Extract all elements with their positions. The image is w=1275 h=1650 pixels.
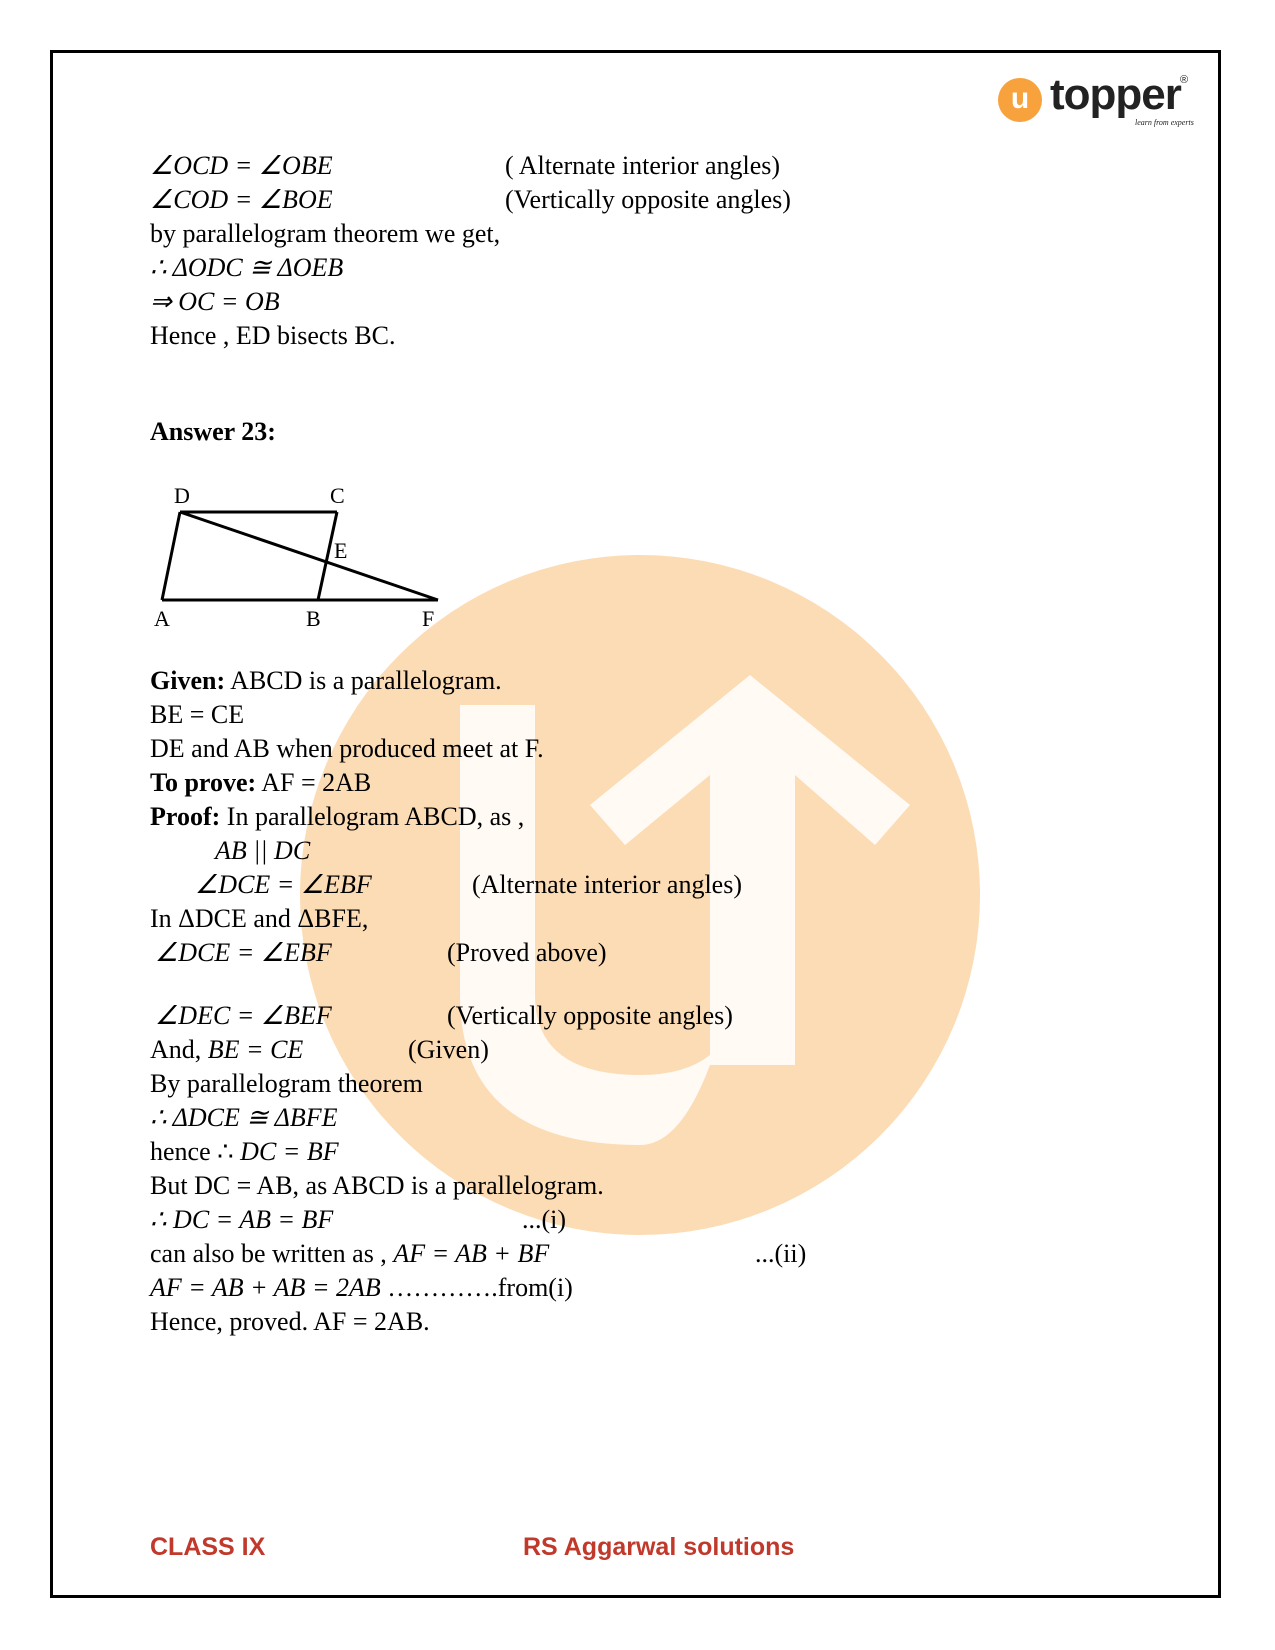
footer-class: CLASS IX	[150, 1533, 266, 1561]
label-d: D	[174, 485, 190, 508]
proof-written-as: can also be written as ,	[150, 1239, 394, 1268]
equation: ∠COD = ∠BOE	[150, 185, 333, 214]
reason-vertical: (Vertically opposite angles)	[505, 185, 791, 214]
logo-registered: ®	[1180, 74, 1189, 86]
proof-congruence: ∴ ΔDCE ≅ ΔBFE	[150, 1103, 338, 1132]
proof-conclusion: Hence, proved. AF = 2AB.	[150, 1307, 430, 1336]
proof-ref-ii: ...(ii)	[755, 1239, 807, 1268]
proof-reason-alternate: (Alternate interior angles)	[472, 870, 742, 899]
proof-dc-bf-eq: DC = BF	[240, 1137, 339, 1166]
proof-theorem: By parallelogram theorem	[150, 1069, 423, 1098]
given-line	[150, 665, 502, 697]
proof-reason-given: (Given)	[408, 1035, 489, 1064]
proof-dce-ebf: ∠DCE = ∠EBF	[195, 870, 372, 899]
footer-title: RS Aggarwal solutions	[523, 1533, 795, 1561]
proof-ab-dc: AB || DC	[215, 836, 311, 865]
reason-alternate: ( Alternate interior angles)	[505, 151, 781, 180]
statement-cod-boe	[150, 184, 333, 216]
logo-u-icon: u	[998, 78, 1042, 122]
statement-conclusion: Hence , ED bisects BC.	[150, 321, 396, 350]
given-text: ABCD is a parallelogram.	[225, 666, 502, 695]
proof-af-ab-bf	[150, 1238, 549, 1270]
label-a: A	[154, 606, 170, 630]
proof-af-2ab	[150, 1272, 573, 1304]
parallelogram-diagram	[150, 485, 450, 630]
proof-be-ce	[150, 1034, 303, 1066]
statement-congruence: ∴ ΔODC ≅ ΔOEB	[150, 253, 344, 282]
given-label: Given:	[150, 666, 226, 695]
proof-dce-ebf-2: ∠DCE = ∠EBF	[155, 938, 332, 967]
to-prove-text: AF = 2AB	[256, 768, 372, 797]
proof-reason-vertical: (Vertically opposite angles)	[447, 1001, 733, 1030]
to-prove-label: To prove:	[150, 768, 257, 797]
answer-heading: Answer 23:	[150, 417, 276, 446]
given-de-ab: DE and AB when produced meet at F.	[150, 734, 544, 763]
proof-and: And,	[150, 1035, 208, 1064]
logo-name: topper	[1050, 70, 1181, 119]
proof-dc-bf	[150, 1136, 339, 1168]
label-e: E	[334, 538, 348, 563]
statement-oc-ob: ⇒ OC = OB	[150, 287, 280, 316]
proof-from-i: ………….from(i)	[380, 1273, 573, 1302]
proof-triangles: In ΔDCE and ΔBFE,	[150, 904, 369, 933]
proof-hence: hence ∴	[150, 1137, 241, 1166]
proof-label: Proof:	[150, 802, 221, 831]
label-b: B	[306, 606, 321, 630]
proof-ref-i: ...(i)	[522, 1205, 567, 1234]
proof-be-ce-eq: BE = CE	[207, 1035, 304, 1064]
statement-ocd-obe	[150, 150, 333, 182]
label-f: F	[422, 606, 435, 630]
proof-line	[150, 801, 524, 833]
proof-text: In parallelogram ABCD, as ,	[220, 802, 525, 831]
statement-parallelogram-theorem: by parallelogram theorem we get,	[150, 219, 501, 248]
logo-tagline: learn from experts	[1135, 118, 1194, 127]
proof-dc-ab: But DC = AB, as ABCD is a parallelogram.	[150, 1171, 604, 1200]
equation: ∠OCD = ∠OBE	[150, 151, 333, 180]
to-prove-line	[150, 767, 371, 799]
proof-dc-ab-bf: ∴ DC = AB = BF	[150, 1205, 334, 1234]
label-c: C	[330, 485, 345, 508]
topper-logo	[998, 70, 1198, 134]
given-be-ce: BE = CE	[150, 700, 245, 729]
proof-af-eq: AF = AB + BF	[393, 1239, 550, 1268]
proof-af-2ab-eq: AF = AB + AB = 2AB	[150, 1273, 381, 1302]
proof-reason-proved: (Proved above)	[447, 938, 607, 967]
proof-dec-bef: ∠DEC = ∠BEF	[155, 1001, 332, 1030]
